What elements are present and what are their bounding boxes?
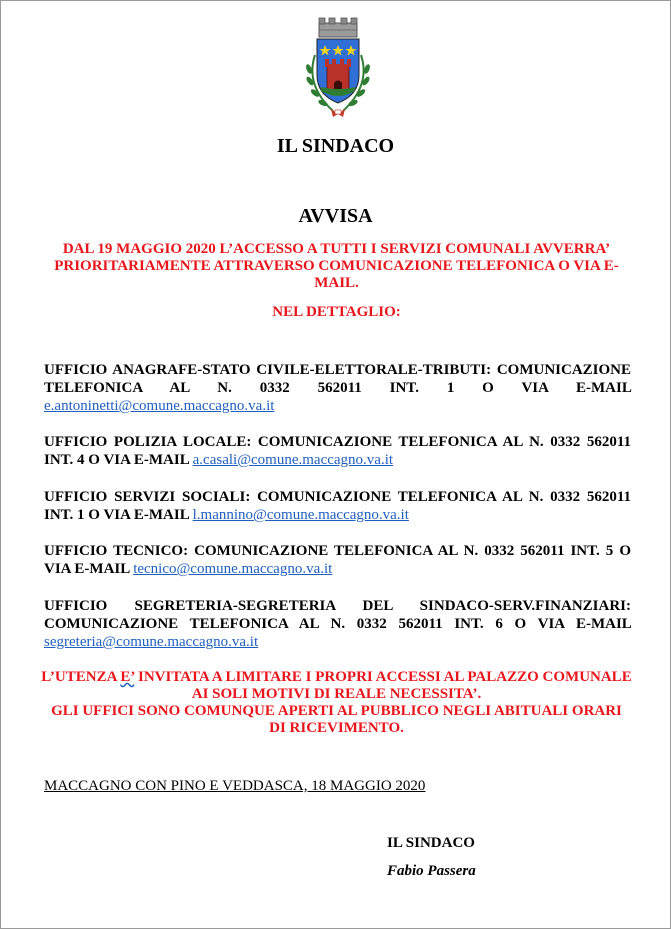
closing-line-1: [41, 669, 632, 703]
email-link-segreteria[interactable]: segreteria@comune.maccagno.va.it: [44, 634, 259, 650]
office-anagrafe: [44, 361, 631, 415]
email-link-servizi-sociali[interactable]: l.mannino@comune.maccagno.va.it: [192, 507, 409, 523]
office-servizi-sociali: [44, 488, 631, 524]
office-tecnico: [44, 542, 631, 578]
email-link-tecnico[interactable]: tecnico@comune.maccagno.va.it: [133, 561, 333, 577]
tower-icon: [325, 59, 351, 93]
coat-of-arms-icon: [297, 15, 379, 123]
crown-icon: [319, 18, 357, 37]
office-polizia-locale: [44, 433, 631, 469]
email-link-anagrafe[interactable]: e.antoninetti@comune.maccagno.va.it: [44, 398, 275, 414]
closing-line-1-pre: L’UTENZA: [41, 669, 121, 685]
email-link-polizia-locale[interactable]: a.casali@comune.maccagno.va.it: [192, 452, 394, 468]
place-date: MACCAGNO CON PINO E VEDDASCA, 18 MAGGIO 2020: [44, 778, 426, 794]
detail-heading: NEL DETTAGLIO:: [272, 304, 401, 320]
office-title: IL SINDACO: [276, 135, 395, 157]
signature-name: Fabio Passera: [387, 863, 476, 879]
spellcheck-marked-word: E’: [120, 669, 135, 685]
closing-notice: [41, 669, 632, 737]
notice-verb: AVVISA: [298, 205, 373, 227]
office-text: UFFICIO POLIZIA LOCALE: COMUNICAZIONE TELEFONICA AL N. 0332 562011 INT. 4 O VIA E-MAIL: [44, 434, 631, 468]
office-text: UFFICIO ANAGRAFE-STATO CIVILE-ELETTORALE-TRIBUTI: COMUNICAZIONE TELEFONICA AL N. 0332 562011 INT. 1 O VIA E-MAIL: [44, 362, 631, 396]
closing-line-1-post: INVITATA A LIMITARE I PROPRI ACCESSI AL PALAZZO COMUNALE AI SOLI MOTIVI DI REALE NECESSITA’.: [134, 669, 632, 702]
office-text: UFFICIO TECNICO: COMUNICAZIONE TELEFONICA AL N. 0332 562011 INT. 5 O VIA E-MAIL: [44, 543, 631, 577]
intro-notice: DAL 19 MAGGIO 2020 L’ACCESSO A TUTTI I SERVIZI COMUNALI AVVERRA’ PRIORITARIAMENTE ATTRAVERSO COMUNICAZIONE TELEFONICA O VIA E-MAIL.: [54, 241, 619, 291]
office-text: UFFICIO SERVIZI SOCIALI: COMUNICAZIONE TELEFONICA AL N. 0332 562011 INT. 1 O VIA E-MAIL: [44, 489, 631, 523]
office-text: UFFICIO SEGRETERIA-SEGRETERIA DEL SINDACO-SERV.FINANZIARI: COMUNICAZIONE TELEFONICA AL N. 0332 562011 INT. 6 O VIA E-MAIL: [44, 598, 631, 632]
signature-title: IL SINDACO: [387, 835, 475, 851]
closing-line-2: GLI UFFICI SONO COMUNQUE APERTI AL PUBBLICO NEGLI ABITUALI ORARI DI RICEVIMENTO.: [51, 703, 622, 736]
office-segreteria: [44, 597, 631, 651]
